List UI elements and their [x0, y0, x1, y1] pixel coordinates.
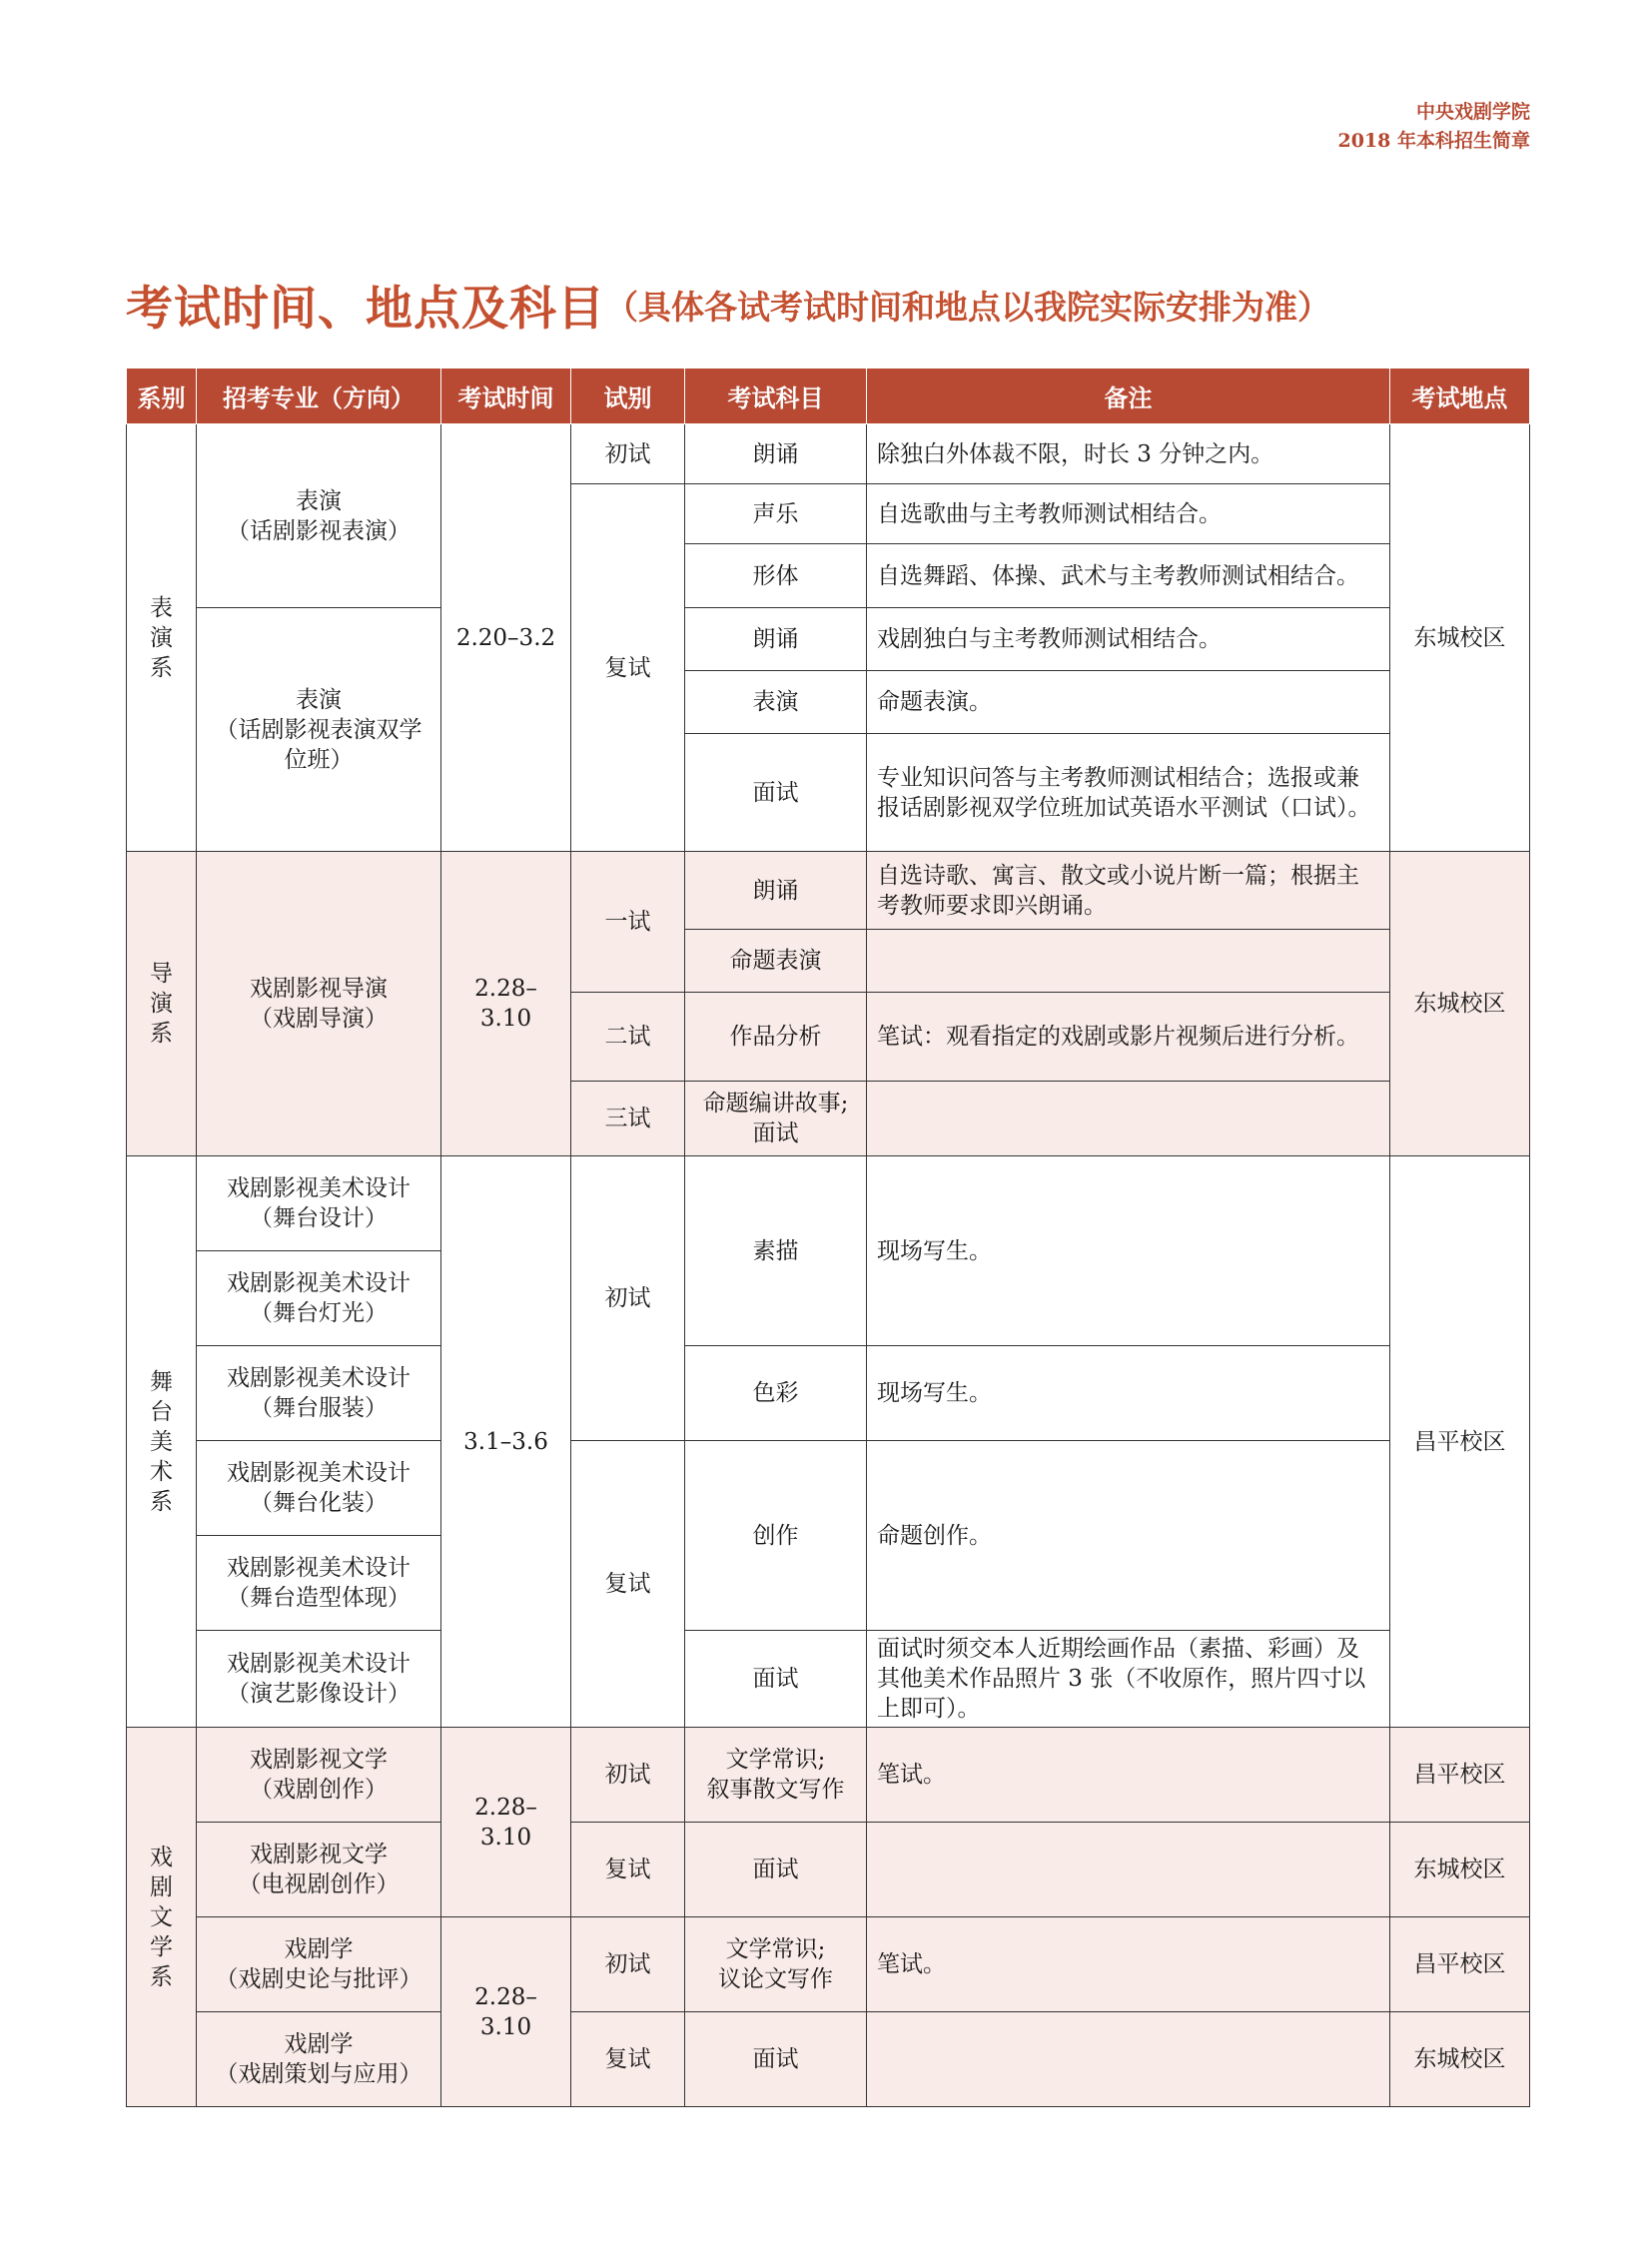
table-header-row — [127, 369, 1530, 424]
subject-cell: 朗诵 — [685, 608, 867, 671]
subject-cell: 声乐 — [685, 484, 867, 544]
subject-text: 文学常识; 议论文写作 — [718, 1936, 833, 1992]
major-cell — [197, 424, 441, 608]
table-row — [127, 1441, 1530, 1536]
section-title-note: （具体各试考试时间和地点以我院实际安排为准） — [605, 288, 1330, 327]
major-name: 戏剧影视美术设计 （舞台灯光） — [227, 1270, 411, 1326]
major-name: 戏剧影视导演 （戏剧导演） — [250, 976, 388, 1032]
exam-schedule-table — [126, 368, 1530, 2107]
subject-cell: 创作 — [685, 1441, 867, 1631]
notes-cell: 笔试。 — [867, 1728, 1390, 1823]
table-row — [127, 1346, 1530, 1441]
time-cell: 2.20–3.2 — [441, 424, 571, 852]
notes-cell: 自选歌曲与主考教师测试相结合。 — [867, 484, 1390, 544]
subject-cell — [685, 1082, 867, 1156]
location-cell: 东城校区 — [1390, 852, 1530, 1156]
location-cell: 东城校区 — [1390, 2012, 1530, 2107]
subject-text: 文学常识; 叙事散文写作 — [706, 1747, 845, 1803]
subject-cell — [685, 1917, 867, 2012]
round-cell: 复试 — [571, 1441, 685, 1728]
notes-cell: 专业知识问答与主考教师测试相结合；选报或兼报话剧影视双学位班加试英语水平测试（口试）。 — [867, 734, 1390, 852]
major-cell — [197, 1728, 441, 1823]
dept-cell — [127, 1156, 197, 1728]
subject-text: 命题编讲故事; 面试 — [702, 1091, 849, 1146]
page-header — [1338, 98, 1531, 156]
round-cell: 复试 — [571, 1823, 685, 1917]
subject-cell: 朗诵 — [685, 852, 867, 930]
major-cell — [197, 2012, 441, 2107]
major-name: 戏剧影视美术设计 （演艺影像设计） — [227, 1651, 411, 1707]
col-header-dept: 系别 — [127, 369, 197, 424]
subject-cell: 色彩 — [685, 1346, 867, 1441]
dept-name: 戏剧文学系 — [150, 1844, 173, 1990]
major-cell — [197, 1917, 441, 2012]
major-cell — [197, 852, 441, 1156]
notes-cell: 戏剧独白与主考教师测试相结合。 — [867, 608, 1390, 671]
notes-cell: 现场写生。 — [867, 1156, 1390, 1346]
section-title — [126, 272, 1330, 339]
major-name: 戏剧影视美术设计 （舞台设计） — [227, 1175, 411, 1231]
table-row — [127, 1631, 1530, 1728]
round-cell: 初试 — [571, 1156, 685, 1441]
major-name: 戏剧影视美术设计 （舞台化装） — [227, 1460, 411, 1516]
major-name: 戏剧学 （戏剧策划与应用） — [215, 2031, 422, 2087]
notes-cell: 自选诗歌、寓言、散文或小说片断一篇；根据主考教师要求即兴朗诵。 — [867, 852, 1390, 930]
round-cell: 复试 — [571, 484, 685, 852]
table-row — [127, 852, 1530, 930]
section-title-main: 考试时间、地点及科目 — [126, 282, 605, 337]
dept-name: 舞台美术系 — [150, 1368, 173, 1515]
subject-cell: 表演 — [685, 671, 867, 734]
major-cell — [197, 1441, 441, 1536]
major-cell — [197, 1536, 441, 1631]
header-brochure-title: 2018 年本科招生简章 — [1337, 130, 1530, 152]
dept-cell — [127, 852, 197, 1156]
round-cell: 初试 — [571, 424, 685, 484]
table-row — [127, 1156, 1530, 1251]
major-name: 戏剧影视美术设计 （舞台造型体现） — [227, 1555, 411, 1611]
table-row — [127, 608, 1530, 671]
dept-cell — [127, 1728, 197, 2107]
header-school-name: 中央戏剧学院 — [1415, 101, 1530, 123]
notes-cell: 除独白外体裁不限，时长 3 分钟之内。 — [867, 424, 1390, 484]
notes-cell: 笔试：观看指定的戏剧或影片视频后进行分析。 — [867, 993, 1390, 1082]
major-cell — [197, 1251, 441, 1346]
table-row — [127, 1823, 1530, 1917]
major-name: 戏剧影视文学 （戏剧创作） — [250, 1747, 388, 1803]
round-cell: 初试 — [571, 1728, 685, 1823]
round-cell: 复试 — [571, 2012, 685, 2107]
location-cell: 昌平校区 — [1390, 1156, 1530, 1728]
subject-cell: 面试 — [685, 1631, 867, 1728]
col-header-subject: 考试科目 — [685, 369, 867, 424]
location-cell: 东城校区 — [1390, 424, 1530, 852]
table-row — [127, 2012, 1530, 2107]
notes-cell — [867, 1823, 1390, 1917]
col-header-notes: 备注 — [867, 369, 1390, 424]
subject-cell: 作品分析 — [685, 993, 867, 1082]
time-cell: 3.1–3.6 — [441, 1156, 571, 1728]
notes-cell: 面试时须交本人近期绘画作品（素描、彩画）及其他美术作品照片 3 张（不收原作，照片四寸以上即可）。 — [867, 1631, 1390, 1728]
major-cell — [197, 1823, 441, 1917]
major-cell — [197, 1346, 441, 1441]
table-row — [127, 1728, 1530, 1823]
location-cell: 昌平校区 — [1390, 1917, 1530, 2012]
time-cell: 2.28–3.10 — [441, 1917, 571, 2107]
round-cell: 初试 — [571, 1917, 685, 2012]
time-cell: 2.28–3.10 — [441, 852, 571, 1156]
subject-cell: 面试 — [685, 1823, 867, 1917]
round-cell: 三试 — [571, 1082, 685, 1156]
col-header-round: 试别 — [571, 369, 685, 424]
subject-cell: 面试 — [685, 2012, 867, 2107]
dept-name: 导演系 — [150, 961, 173, 1047]
subject-cell: 命题表演 — [685, 930, 867, 993]
major-name: 表演 （话剧影视表演双学位班） — [215, 686, 422, 773]
dept-name: 表演系 — [150, 594, 173, 681]
subject-cell: 形体 — [685, 544, 867, 608]
subject-cell: 朗诵 — [685, 424, 867, 484]
subject-cell — [685, 1728, 867, 1823]
notes-cell — [867, 2012, 1390, 2107]
table-row — [127, 424, 1530, 484]
col-header-time: 考试时间 — [441, 369, 571, 424]
major-cell — [197, 1156, 441, 1251]
notes-cell — [867, 930, 1390, 993]
notes-cell: 命题创作。 — [867, 1441, 1390, 1631]
round-cell: 一试 — [571, 852, 685, 993]
major-name: 表演 （话剧影视表演） — [227, 487, 411, 544]
subject-cell: 面试 — [685, 734, 867, 852]
col-header-location: 考试地点 — [1390, 369, 1530, 424]
notes-cell — [867, 1082, 1390, 1156]
major-cell — [197, 608, 441, 852]
notes-cell: 命题表演。 — [867, 671, 1390, 734]
major-name: 戏剧影视文学 （电视剧创作） — [238, 1842, 400, 1897]
major-name: 戏剧学 （戏剧史论与批评） — [215, 1936, 422, 1992]
table-row — [127, 1917, 1530, 2012]
major-name: 戏剧影视美术设计 （舞台服装） — [227, 1365, 411, 1421]
location-cell: 昌平校区 — [1390, 1728, 1530, 1823]
subject-cell: 素描 — [685, 1156, 867, 1346]
time-cell: 2.28–3.10 — [441, 1728, 571, 1917]
notes-cell: 笔试。 — [867, 1917, 1390, 2012]
round-cell: 二试 — [571, 993, 685, 1082]
location-cell: 东城校区 — [1390, 1823, 1530, 1917]
col-header-major: 招考专业（方向） — [197, 369, 441, 424]
notes-cell: 现场写生。 — [867, 1346, 1390, 1441]
dept-cell — [127, 424, 197, 852]
major-cell — [197, 1631, 441, 1728]
notes-cell: 自选舞蹈、体操、武术与主考教师测试相结合。 — [867, 544, 1390, 608]
